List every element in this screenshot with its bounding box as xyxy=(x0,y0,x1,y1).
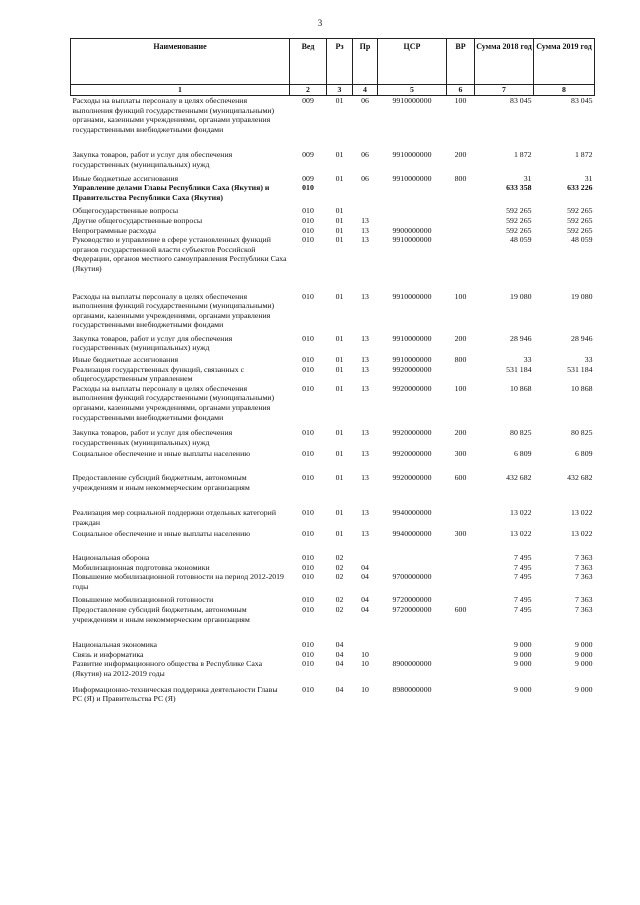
row-name: Руководство и управление в сфере установленных функций органов государственной власти субъектов Российской Федерации, органов местного самоуправления Республики Саха (Якутия) xyxy=(72,235,287,273)
row-sum-2019: 432 682 xyxy=(567,473,593,482)
row-vr: 300 xyxy=(454,449,467,459)
column-number: 4 xyxy=(353,85,378,96)
row-ved: 009 xyxy=(302,96,314,105)
row-name: Мобилизационная подготовка экономики xyxy=(72,562,210,572)
row-sum-2019: 7 363 xyxy=(574,552,593,562)
row-vr xyxy=(447,365,475,384)
row-ved: 010 xyxy=(302,364,314,374)
row-name: Реализация государственных функций, связанных с общегосударственным управлением xyxy=(72,364,245,384)
row-sum-2019: 7 363 xyxy=(574,562,593,572)
row-pr: 04 xyxy=(361,572,369,582)
row-name: Расходы на выплаты персоналу в целях обеспечения выполнения функций государственными (муниципальными) органами, казенными учреждениями, органами управления государственными внебюджетными фондами xyxy=(72,383,275,422)
row-sum-2019: 19 080 xyxy=(571,291,593,301)
row-sum-2019: 7 363 xyxy=(574,604,593,614)
row-sum-2019: 13 022 xyxy=(571,508,593,518)
row-name: Повышение мобилизационной готовности xyxy=(72,595,214,605)
row-pr xyxy=(353,206,378,216)
table-row xyxy=(71,595,595,605)
table-row xyxy=(71,226,595,236)
row-vr xyxy=(447,216,475,226)
row-vr: 600 xyxy=(454,604,467,614)
row-rz: 01 xyxy=(335,291,344,301)
row-vr: 600 xyxy=(454,473,467,482)
row-ved: 010 xyxy=(302,649,314,659)
row-vr xyxy=(447,183,475,202)
row-rz: 01 xyxy=(335,383,344,393)
row-name: Национальная экономика xyxy=(72,640,157,650)
row-ved: 010 xyxy=(302,640,314,650)
row-spacer xyxy=(71,274,595,292)
row-pr: 13 xyxy=(361,225,369,235)
row-sum-2018: 10 868 xyxy=(510,383,532,393)
row-sum-2019: 10 868 xyxy=(571,383,593,393)
row-rz: 01 xyxy=(335,473,344,482)
row-sum-2019: 7 363 xyxy=(574,572,593,582)
row-pr: 13 xyxy=(361,355,369,365)
table-header xyxy=(71,39,595,96)
row-pr: 04 xyxy=(361,604,369,614)
row-pr: 13 xyxy=(361,428,369,438)
row-sum-2018: 7 495 xyxy=(513,552,532,562)
row-name: Реализация мер социальной поддержки отдельных категорий граждан xyxy=(72,508,277,527)
table-row xyxy=(71,216,595,226)
row-vr xyxy=(447,685,475,704)
row-csr: 9920000000 xyxy=(392,383,432,393)
row-ved: 010 xyxy=(302,225,314,235)
row-name: Национальная оборона xyxy=(72,552,150,562)
row-vr xyxy=(447,206,475,216)
row-csr: 9910000000 xyxy=(392,235,432,245)
row-sum-2018: 13 022 xyxy=(510,508,532,518)
row-rz: 04 xyxy=(335,659,344,669)
row-sum-2018: 9 000 xyxy=(513,684,532,694)
row-vr: 200 xyxy=(454,428,467,438)
row-sum-2018: 7 495 xyxy=(513,595,532,605)
row-ved: 010 xyxy=(302,473,314,482)
row-pr: 04 xyxy=(361,562,369,572)
row-csr: 9910000000 xyxy=(392,291,432,301)
column-number: 1 xyxy=(71,85,290,96)
row-pr: 06 xyxy=(361,173,369,183)
row-sum-2019: 592 265 xyxy=(567,206,593,216)
row-sum-2018: 592 265 xyxy=(506,215,532,225)
row-sum-2019: 9 000 xyxy=(574,659,593,669)
table-row xyxy=(71,605,595,624)
header-ved: Вед xyxy=(290,39,327,85)
column-number: 6 xyxy=(447,85,475,96)
row-sum-2019: 633 226 xyxy=(567,183,593,193)
header-sum-2019: Сумма 2019 год xyxy=(534,39,595,85)
row-spacer xyxy=(71,459,595,473)
row-spacer xyxy=(71,134,595,150)
row-vr xyxy=(447,563,475,573)
row-pr: 13 xyxy=(361,215,369,225)
row-name: Управление делами Главы Республики Саха (Якутия) и Правительства Республики Саха (Якутия) xyxy=(72,183,270,202)
row-csr xyxy=(378,553,447,563)
table-row xyxy=(71,150,595,169)
row-rz: 04 xyxy=(335,640,344,650)
row-rz: 02 xyxy=(335,552,344,562)
table-row xyxy=(71,428,595,447)
table-row xyxy=(71,473,595,492)
row-sum-2019: 48 059 xyxy=(571,235,593,245)
row-name: Повышение мобилизационной готовности на период 2012-2019 годы xyxy=(72,572,284,591)
row-vr xyxy=(447,572,475,591)
table-row xyxy=(71,334,595,353)
column-number: 2 xyxy=(290,85,327,96)
row-rz: 01 xyxy=(335,215,344,225)
row-vr: 100 xyxy=(454,383,467,393)
table-row xyxy=(71,174,595,184)
row-sum-2018: 1 872 xyxy=(513,150,532,160)
row-rz: 02 xyxy=(335,572,344,582)
row-sum-2018: 592 265 xyxy=(506,225,532,235)
row-rz xyxy=(327,183,353,202)
row-name: Закупка товаров, работ и услуг для обеспечения государственных (муниципальных) нужд xyxy=(72,150,233,169)
row-name: Предоставление субсидий бюджетным, автономным учреждениям и иным некоммерческим организациям xyxy=(72,604,250,624)
table-row xyxy=(71,96,595,135)
row-pr xyxy=(353,553,378,563)
row-csr: 9900000000 xyxy=(392,225,432,235)
table-row xyxy=(71,183,595,202)
table-row xyxy=(71,529,595,539)
row-ved: 010 xyxy=(302,235,314,245)
row-name: Иные бюджетные ассигнования xyxy=(72,355,179,365)
row-name: Связь и информатика xyxy=(72,649,144,659)
row-rz: 01 xyxy=(335,206,344,216)
table-row xyxy=(71,365,595,384)
row-sum-2019: 6 809 xyxy=(574,449,593,459)
header-vr: ВР xyxy=(447,39,475,85)
row-sum-2018: 9 000 xyxy=(513,659,532,669)
row-rz: 02 xyxy=(335,562,344,572)
header-csr: ЦСР xyxy=(378,39,447,85)
row-pr: 10 xyxy=(361,684,369,694)
header-rz: Рз xyxy=(327,39,353,85)
header-pr: Пр xyxy=(353,39,378,85)
row-pr: 13 xyxy=(361,291,369,301)
row-rz: 04 xyxy=(335,684,344,694)
row-vr: 200 xyxy=(454,333,467,343)
row-vr xyxy=(447,640,475,650)
row-vr xyxy=(447,595,475,605)
row-rz: 01 xyxy=(335,333,344,343)
row-pr: 10 xyxy=(361,649,369,659)
budget-table xyxy=(70,38,595,704)
row-vr xyxy=(447,553,475,563)
row-rz: 01 xyxy=(335,235,344,245)
row-pr: 13 xyxy=(361,383,369,393)
row-sum-2018: 48 059 xyxy=(510,235,532,245)
row-vr: 200 xyxy=(454,150,467,160)
row-vr: 100 xyxy=(454,291,467,301)
row-pr: 13 xyxy=(361,508,369,518)
row-rz: 02 xyxy=(335,604,344,614)
page-number: 3 xyxy=(317,18,323,28)
table-row xyxy=(71,292,595,330)
row-csr xyxy=(378,640,447,650)
row-csr xyxy=(378,216,447,226)
row-vr xyxy=(447,235,475,273)
row-spacer xyxy=(71,492,595,508)
row-ved: 010 xyxy=(302,684,314,694)
row-sum-2018: 80 825 xyxy=(510,428,532,438)
row-pr xyxy=(353,640,378,650)
table-row xyxy=(71,572,595,591)
row-rz: 01 xyxy=(335,428,344,438)
row-name: Другие общегосударственные вопросы xyxy=(72,215,203,225)
row-sum-2018: 7 495 xyxy=(513,604,532,614)
row-name: Развитие информационного общества в Республике Саха (Якутия) на 2012-2019 годы xyxy=(72,659,263,678)
row-sum-2019: 1 872 xyxy=(574,150,593,160)
row-csr: 9720000000 xyxy=(392,604,432,614)
row-spacer xyxy=(71,539,595,553)
header-name: Наименование xyxy=(71,39,290,85)
table-row xyxy=(71,449,595,459)
row-pr: 13 xyxy=(361,235,369,245)
row-csr xyxy=(378,650,447,660)
row-vr: 300 xyxy=(454,529,467,539)
row-ved: 010 xyxy=(302,291,314,301)
table-row xyxy=(71,659,595,678)
row-rz: 01 xyxy=(335,508,344,518)
column-number: 8 xyxy=(534,85,595,96)
row-ved: 010 xyxy=(302,659,314,669)
column-number: 3 xyxy=(327,85,353,96)
row-csr: 9720000000 xyxy=(392,595,432,605)
row-ved: 010 xyxy=(302,562,314,572)
table-row xyxy=(71,553,595,563)
row-pr: 13 xyxy=(361,449,369,459)
row-rz: 01 xyxy=(335,173,344,183)
row-sum-2019: 531 184 xyxy=(567,364,593,374)
row-csr: 9910000000 xyxy=(392,96,432,105)
row-pr: 04 xyxy=(361,595,369,605)
row-pr: 13 xyxy=(361,333,369,343)
table-row xyxy=(71,508,595,527)
row-sum-2019: 9 000 xyxy=(574,649,593,659)
row-csr xyxy=(378,563,447,573)
table-row xyxy=(71,640,595,650)
row-rz: 02 xyxy=(335,595,344,605)
row-sum-2019: 33 xyxy=(584,355,593,365)
row-ved: 010 xyxy=(302,595,314,605)
row-pr: 10 xyxy=(361,659,369,669)
row-sum-2019: 80 825 xyxy=(571,428,593,438)
row-ved: 010 xyxy=(302,355,314,365)
row-ved: 010 xyxy=(302,428,314,438)
row-pr xyxy=(353,183,378,202)
row-sum-2019: 31 xyxy=(584,173,593,183)
row-sum-2018: 28 946 xyxy=(510,333,532,343)
row-ved: 010 xyxy=(302,572,314,582)
row-rz: 01 xyxy=(335,449,344,459)
row-name: Информационно-техническая поддержка деятельности Главы РС (Я) и Правительства РС (Я) xyxy=(72,684,278,704)
row-sum-2018: 7 495 xyxy=(513,572,532,582)
row-sum-2018: 432 682 xyxy=(506,473,532,482)
row-csr xyxy=(378,206,447,216)
row-sum-2018: 9 000 xyxy=(513,649,532,659)
row-sum-2019: 83 045 xyxy=(571,96,593,105)
row-csr: 9920000000 xyxy=(392,364,432,374)
row-ved: 009 xyxy=(302,173,314,183)
row-csr xyxy=(378,183,447,202)
row-rz: 01 xyxy=(335,529,344,539)
row-ved: 010 xyxy=(302,383,314,393)
table-row xyxy=(71,235,595,273)
row-name: Расходы на выплаты персоналу в целях обеспечения выполнения функций государственными (муниципальными) органами, казенными учреждениями, органами управления государственными внебюджетными фондами xyxy=(72,291,275,330)
row-csr: 9920000000 xyxy=(392,449,432,459)
row-csr: 9940000000 xyxy=(392,529,432,539)
row-sum-2018: 33 xyxy=(523,355,532,365)
row-vr xyxy=(447,659,475,678)
row-sum-2019: 9 000 xyxy=(574,684,593,694)
row-csr: 9700000000 xyxy=(392,572,432,582)
row-csr: 8980000000 xyxy=(392,684,432,694)
row-csr: 9920000000 xyxy=(392,473,432,482)
row-ved: 010 xyxy=(302,552,314,562)
row-ved: 010 xyxy=(302,604,314,614)
row-csr: 9920000000 xyxy=(392,428,432,438)
table-row xyxy=(71,563,595,573)
row-ved: 010 xyxy=(302,183,314,193)
table-row xyxy=(71,685,595,704)
row-vr xyxy=(447,650,475,660)
row-sum-2018: 592 265 xyxy=(506,206,532,216)
row-rz: 01 xyxy=(335,96,344,105)
row-ved: 010 xyxy=(302,449,314,459)
row-pr: 13 xyxy=(361,473,369,482)
row-name: Предоставление субсидий бюджетным, автономным учреждениям и иным некоммерческим организациям xyxy=(72,473,250,492)
table-row xyxy=(71,355,595,365)
row-vr xyxy=(447,508,475,527)
table-row xyxy=(71,650,595,660)
row-vr: 100 xyxy=(454,96,467,105)
row-sum-2018: 633 358 xyxy=(506,183,532,193)
row-spacer xyxy=(71,624,595,640)
row-name: Закупка товаров, работ и услуг для обеспечения государственных (муниципальных) нужд xyxy=(72,333,233,353)
row-name: Непрограммные расходы xyxy=(72,225,157,235)
table-row xyxy=(71,384,595,422)
row-name: Закупка товаров, работ и услуг для обеспечения государственных (муниципальных) нужд xyxy=(72,428,233,447)
column-number-row xyxy=(71,85,595,96)
row-name: Социальное обеспечение и иные выплаты населению xyxy=(72,449,251,459)
row-rz: 01 xyxy=(335,225,344,235)
row-sum-2018: 9 000 xyxy=(513,640,532,650)
table-row xyxy=(71,206,595,216)
row-pr: 06 xyxy=(361,96,369,105)
row-pr: 13 xyxy=(361,529,369,539)
row-sum-2018: 531 184 xyxy=(506,364,532,374)
row-csr: 9910000000 xyxy=(392,355,432,365)
row-sum-2019: 592 265 xyxy=(567,225,593,235)
row-name: Социальное обеспечение и иные выплаты населению xyxy=(72,529,251,539)
row-sum-2019: 13 022 xyxy=(571,529,593,539)
row-sum-2018: 7 495 xyxy=(513,562,532,572)
row-name: Расходы на выплаты персоналу в целях обеспечения выполнения функций государственными (муниципальными) органами, казенными учреждениями, органами управления государственными внебюджетными фондами xyxy=(72,96,275,134)
row-ved: 010 xyxy=(302,206,314,216)
row-sum-2019: 592 265 xyxy=(567,215,593,225)
row-csr: 9910000000 xyxy=(392,333,432,343)
header-sum-2018: Сумма 2018 год xyxy=(475,39,534,85)
row-ved: 010 xyxy=(302,529,314,539)
row-csr: 9940000000 xyxy=(392,508,432,518)
row-csr: 9910000000 xyxy=(392,173,432,183)
row-ved: 010 xyxy=(302,508,314,518)
row-sum-2019: 7 363 xyxy=(574,595,593,605)
column-number: 5 xyxy=(378,85,447,96)
row-ved: 009 xyxy=(302,150,314,160)
row-pr: 06 xyxy=(361,150,369,160)
row-name: Иные бюджетные ассигнования xyxy=(72,173,179,183)
row-sum-2018: 19 080 xyxy=(510,291,532,301)
row-sum-2019: 9 000 xyxy=(574,640,593,650)
row-csr: 9910000000 xyxy=(392,150,432,160)
row-csr: 8900000000 xyxy=(392,659,432,669)
row-ved: 010 xyxy=(302,333,314,343)
row-vr: 800 xyxy=(454,173,467,183)
column-number: 7 xyxy=(475,85,534,96)
row-sum-2018: 13 022 xyxy=(510,529,532,539)
row-rz: 04 xyxy=(335,649,344,659)
row-rz: 01 xyxy=(335,355,344,365)
row-sum-2018: 6 809 xyxy=(513,449,532,459)
row-pr: 13 xyxy=(361,364,369,374)
row-rz: 01 xyxy=(335,364,344,374)
row-ved: 010 xyxy=(302,215,314,225)
row-sum-2019: 28 946 xyxy=(571,333,593,343)
row-vr: 800 xyxy=(454,355,467,365)
row-name: Общегосударственные вопросы xyxy=(72,206,179,216)
row-rz: 01 xyxy=(335,150,344,160)
row-sum-2018: 31 xyxy=(523,173,532,183)
row-sum-2018: 83 045 xyxy=(510,96,532,105)
row-vr xyxy=(447,226,475,236)
table-body xyxy=(71,96,595,704)
